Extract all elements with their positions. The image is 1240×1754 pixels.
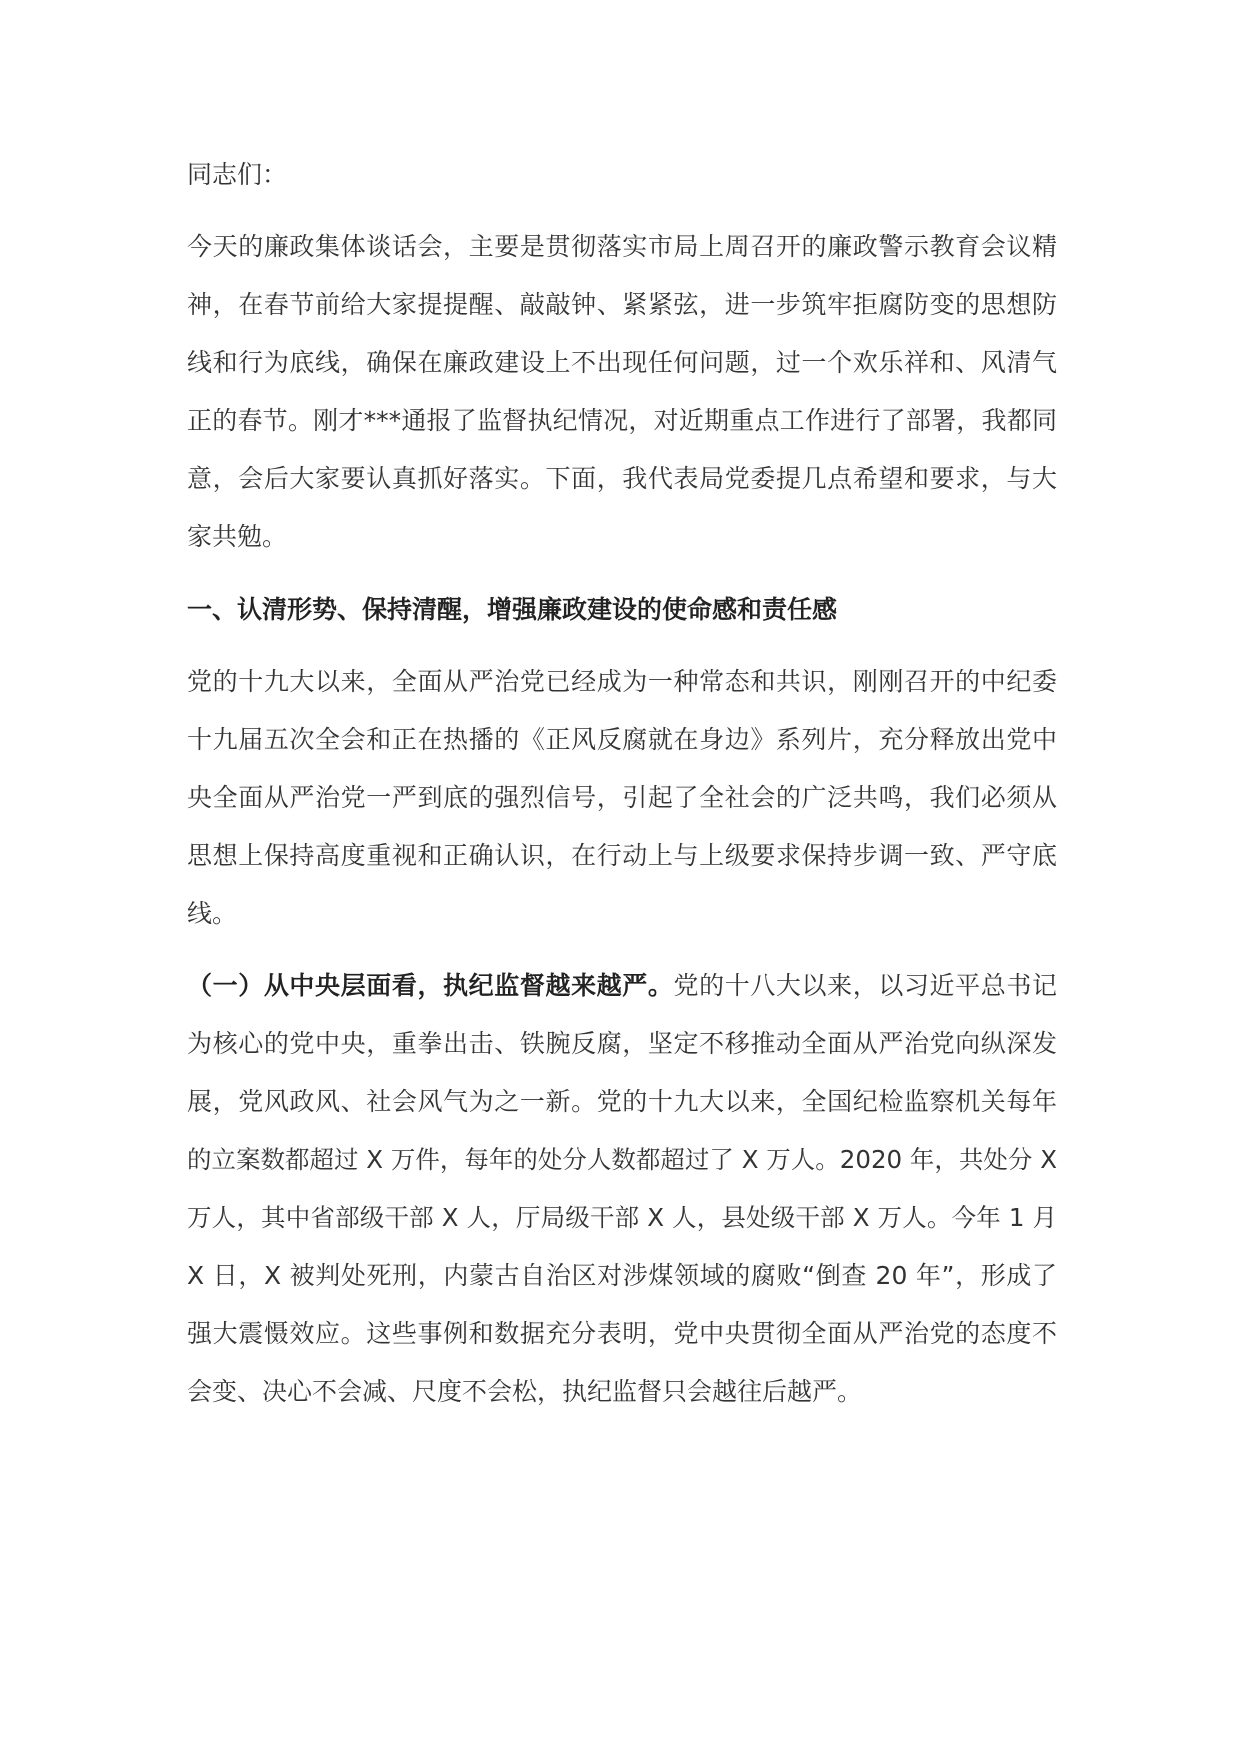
subsection-1-line-6: X 日，X 被判处死刑，内蒙古自治区对涉煤领域的腐败“倒查 20 年”，形成了 xyxy=(187,1261,1057,1290)
section-1-intro-line-2: 十九届五次全会和正在热播的《正风反腐就在身边》系列片，充分释放出党中 xyxy=(187,725,1057,754)
section-1-intro-line-5: 线。 xyxy=(187,899,238,928)
subsection-1-first-line xyxy=(187,970,1057,1002)
subsection-1-line-7: 强大震慑效应。这些事例和数据充分表明，党中央贯彻全面从严治党的态度不 xyxy=(187,1319,1057,1348)
subsection-1-line-2: 为核心的党中央，重拳出击、铁腕反腐，坚定不移推动全面从严治党向纵深发 xyxy=(187,1029,1057,1058)
paragraph-1-line-4: 正的春节。刚才***通报了监督执纪情况，对近期重点工作进行了部署，我都同 xyxy=(187,406,1057,435)
paragraph-1-line-5: 意，会后大家要认真抓好落实。下面，我代表局党委提几点希望和要求，与大 xyxy=(187,464,1057,493)
paragraph-1-line-3: 线和行为底线，确保在廉政建设上不出现任何问题，过一个欢乐祥和、风清气 xyxy=(187,348,1057,377)
paragraph-1-line-2: 神，在春节前给大家提提醒、敲敲钟、紧紧弦，进一步筑牢拒腐防变的思想防 xyxy=(187,290,1057,319)
section-1-intro-line-4: 思想上保持高度重视和正确认识，在行动上与上级要求保持步调一致、严守底 xyxy=(187,841,1057,870)
subsection-1-bold-lead: （一）从中央层面看，执纪监督越来越严。 xyxy=(187,971,674,1000)
salutation: 同志们： xyxy=(187,160,288,189)
subsection-1-line-5: 万人，其中省部级干部 X 人，厅局级干部 X 人，县处级干部 X 万人。今年 1 月 xyxy=(187,1203,1057,1232)
section-1-heading: 一、认清形势、保持清醒，增强廉政建设的使命感和责任感 xyxy=(187,595,838,624)
subsection-1-line-8: 会变、决心不会减、尺度不会松，执纪监督只会越往后越严。 xyxy=(187,1377,863,1406)
subsection-1-line-3: 展，党风政风、社会风气为之一新。党的十九大以来，全国纪检监察机关每年 xyxy=(187,1087,1057,1116)
paragraph-1-line-6: 家共勉。 xyxy=(187,522,288,551)
section-1-intro-line-1: 党的十九大以来，全面从严治党已经成为一种常态和共识，刚刚召开的中纪委 xyxy=(187,667,1057,696)
subsection-1-first-line-rest: 党的十八大以来，以习近平总书记 xyxy=(673,971,1057,1000)
subsection-1-line-4: 的立案数都超过 X 万件，每年的处分人数都超过了 X 万人。2020 年，共处分 X xyxy=(187,1145,1057,1174)
section-1-intro-line-3: 央全面从严治党一严到底的强烈信号，引起了全社会的广泛共鸣，我们必须从 xyxy=(187,783,1057,812)
paragraph-1-line-1: 今天的廉政集体谈话会，主要是贯彻落实市局上周召开的廉政警示教育会议精 xyxy=(187,232,1057,261)
